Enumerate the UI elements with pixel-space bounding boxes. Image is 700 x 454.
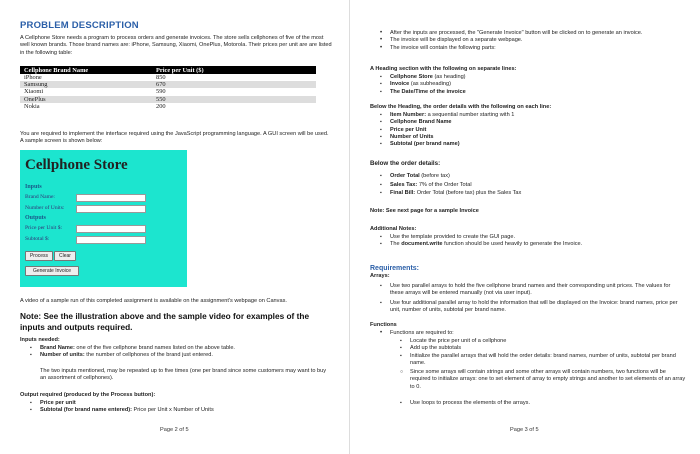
gui-units-label: Number of Units: bbox=[25, 205, 65, 211]
item-label: Number of units: bbox=[40, 352, 85, 359]
list-item bbox=[380, 74, 680, 81]
item-text: function should be used heavily to generate the Invoice. bbox=[442, 241, 583, 248]
item-label: Order Total bbox=[390, 173, 420, 179]
item-label: Subtotal (per brand name) bbox=[390, 141, 460, 148]
item-text: (before tax) bbox=[419, 173, 450, 179]
table-row bbox=[20, 88, 316, 95]
output-required-title: Output required (produced by the Process button): bbox=[20, 392, 156, 398]
item-label: Sales Tax: bbox=[390, 181, 418, 188]
below-order-title: Below the order details: bbox=[370, 160, 441, 167]
list-item bbox=[30, 352, 330, 359]
gui-outputs-label: Outputs bbox=[25, 215, 47, 221]
gui-title: Cellphone Store bbox=[25, 157, 128, 173]
item-label: Subtotal (for brand name entered): bbox=[40, 407, 132, 414]
gui-price-output bbox=[76, 225, 146, 233]
requirements-title: Requirements: bbox=[370, 265, 420, 272]
arrays-title: Arrays: bbox=[370, 273, 390, 279]
heading-section-list bbox=[380, 74, 680, 96]
price-cell: 550 bbox=[152, 96, 316, 103]
loops-list bbox=[400, 400, 686, 407]
brand-cell: Nokia bbox=[24, 102, 40, 110]
item-label: document.write bbox=[401, 241, 443, 248]
item-label: Invoice bbox=[390, 81, 410, 88]
list-item bbox=[380, 189, 680, 198]
item-text: a sequential number starting with 1 bbox=[426, 112, 515, 118]
gui-subtotal-label: Subtotal $: bbox=[25, 236, 50, 242]
gui-generate-invoice-button[interactable]: Generate Invoice bbox=[25, 266, 79, 276]
invoice-intro-list bbox=[380, 30, 690, 52]
list-item bbox=[380, 127, 680, 134]
list-item: ▪ Add up the subtotals bbox=[400, 345, 686, 352]
item-text: the number of cellphones of the brand just entered. bbox=[84, 352, 213, 359]
item-label: Cellphone Store bbox=[390, 74, 433, 80]
order-details-list bbox=[380, 112, 680, 148]
list-item: ▪ Use two parallel arrays to hold the five cellphone brand names and their corresponding unit prices. The values for these arrays will be entered manually (not via user input). bbox=[380, 283, 684, 298]
item-label: The Date/Time of the invoice bbox=[390, 88, 466, 95]
list-item: • The invoice will contain the following parts: bbox=[380, 45, 690, 52]
brand-cell: iPhone bbox=[24, 74, 42, 81]
item-label: Number of Units bbox=[390, 133, 434, 140]
item-text: 7% of the Order Total bbox=[417, 181, 472, 188]
item-prefix: The bbox=[390, 241, 402, 248]
list-item: ▪ Initialize the parallel arrays that will hold the order details: brand names, number of units, subtotal per brand name. bbox=[400, 353, 686, 368]
arrays-list bbox=[380, 283, 684, 314]
item-label: Cellphone Brand Name bbox=[390, 119, 452, 126]
item-text: one of the five cellphone brand names listed on the above table. bbox=[74, 345, 235, 351]
repeat-note: The two inputs mentioned, may be repeated up to five times (one per brand since some customers may want to buy an assortment of cellphones). bbox=[40, 368, 327, 382]
item-text: (as heading) bbox=[432, 74, 466, 80]
list-item: • Functions are required to: bbox=[380, 330, 684, 337]
item-text: Use the template provided to create the GUI page. bbox=[390, 234, 515, 240]
item-text: Order Total (before tax) plus the Sales Tax bbox=[415, 190, 522, 197]
table-header-brand: Cellphone Brand Name bbox=[20, 66, 152, 74]
function-sub-list bbox=[400, 369, 686, 391]
list-item bbox=[380, 119, 680, 126]
brand-cell: Samsung bbox=[20, 81, 152, 88]
item-text: (as subheading) bbox=[409, 81, 451, 88]
functions-title: Functions bbox=[370, 322, 397, 328]
gui-units-input[interactable] bbox=[76, 205, 146, 213]
list-item: • The invoice will be displayed on a separate webpage. bbox=[380, 37, 690, 44]
price-cell: 590 bbox=[156, 88, 166, 96]
list-item: ▪ Locate the price per unit of a cellphone bbox=[400, 338, 686, 345]
table-row bbox=[20, 74, 316, 81]
item-label: Price per unit bbox=[40, 400, 76, 406]
illustration-note: Note: See the illustration above and the sample video for examples of the inputs and outputs required. bbox=[20, 311, 310, 332]
page-3 bbox=[350, 0, 699, 454]
functions-list bbox=[380, 330, 684, 337]
gui-price-label: Price per Unit $: bbox=[25, 225, 63, 231]
item-label: Brand Name: bbox=[40, 345, 75, 351]
page-number: Page 2 of 5 bbox=[160, 427, 189, 433]
gui-subtotal-output bbox=[76, 236, 146, 244]
brand-price-table bbox=[20, 66, 316, 110]
list-item bbox=[380, 172, 680, 181]
list-item bbox=[30, 400, 330, 407]
gui-description: You are required to implement the interface required using the JavaScript programming language. A GUI screen will be used. A sample screen is shown below: bbox=[20, 131, 329, 145]
list-item bbox=[380, 134, 680, 141]
gui-process-button[interactable]: Process bbox=[25, 251, 53, 261]
table-header-price: Price per Unit ($) bbox=[152, 66, 316, 74]
item-label: Final Bill: bbox=[390, 190, 416, 197]
gui-inputs-label: Inputs bbox=[25, 184, 42, 190]
below-order-list bbox=[380, 172, 680, 198]
price-cell: 670 bbox=[152, 81, 316, 88]
video-note: A video of a sample run of this completed assignment is available on the assignment's webpage on Canvas. bbox=[20, 298, 287, 304]
function-requirements-list bbox=[400, 338, 686, 367]
brand-cell: Xiaomi bbox=[24, 88, 44, 96]
list-item bbox=[380, 81, 680, 88]
page-number: Page 3 of 5 bbox=[510, 427, 539, 433]
inputs-needed-list bbox=[30, 345, 330, 360]
price-cell: 200 bbox=[156, 102, 166, 110]
note-text: Note: See next page for a sample Invoice bbox=[370, 208, 479, 214]
price-cell: 850 bbox=[156, 74, 166, 81]
list-item: ▪ Use loops to process the elements of the arrays. bbox=[400, 400, 686, 407]
table-row bbox=[20, 103, 316, 110]
heading-section-title: A Heading section with the following on separate lines: bbox=[370, 66, 517, 72]
list-item bbox=[380, 141, 680, 148]
table-row bbox=[20, 81, 316, 88]
list-item bbox=[380, 89, 680, 96]
output-required-list bbox=[30, 400, 330, 415]
list-item bbox=[380, 241, 680, 248]
list-item bbox=[30, 407, 330, 414]
additional-notes-title: Additional Notes: bbox=[370, 226, 417, 232]
list-item bbox=[380, 181, 680, 190]
order-details-title: Below the Heading, the order details with the following on each line: bbox=[370, 104, 552, 110]
gui-brand-input[interactable] bbox=[76, 194, 146, 202]
list-item bbox=[30, 345, 330, 352]
list-item bbox=[380, 234, 680, 241]
item-label: Price per Unit bbox=[390, 126, 427, 133]
item-label: Item Number: bbox=[390, 112, 427, 118]
list-item: ▪ Use four additional parallel array to hold the information that will be displayed on the Invoice: brand names, price per unit, number of units, subtotal per brand name. bbox=[380, 300, 684, 315]
sample-invoice-note bbox=[370, 208, 479, 215]
list-item: • After the inputs are processed, the "Generate Invoice" button will be clicked on to generate an invoice. bbox=[380, 30, 690, 37]
gui-clear-button[interactable]: Clear bbox=[54, 251, 76, 261]
intro-paragraph: A Cellphone Store needs a program to process orders and generate invoices. The store sells cellphones of five of the most well known brands. Those brand names are: iPhone, Samsung, Xiaomi, OnePlus, Motorola. Their prices per unit are are listed in the following table: bbox=[20, 35, 332, 56]
gui-brand-label: Brand Name: bbox=[25, 194, 55, 200]
list-item: ○ Since some arrays will contain strings and some other arrays will contain numbers, two functions will be required to initialize arrays: one to set element of array to empty strings and another to set elements of an array to 0. bbox=[400, 369, 686, 391]
problem-description-heading: PROBLEM DESCRIPTION bbox=[20, 20, 139, 31]
inputs-needed-title: Inputs needed: bbox=[20, 337, 60, 343]
table-row bbox=[20, 96, 316, 103]
brand-cell: OnePlus bbox=[20, 96, 152, 103]
item-text: Price per Unit x Number of Units bbox=[132, 407, 214, 414]
list-item bbox=[380, 112, 680, 119]
additional-notes-list bbox=[380, 234, 680, 249]
sample-gui-screenshot bbox=[20, 150, 187, 287]
